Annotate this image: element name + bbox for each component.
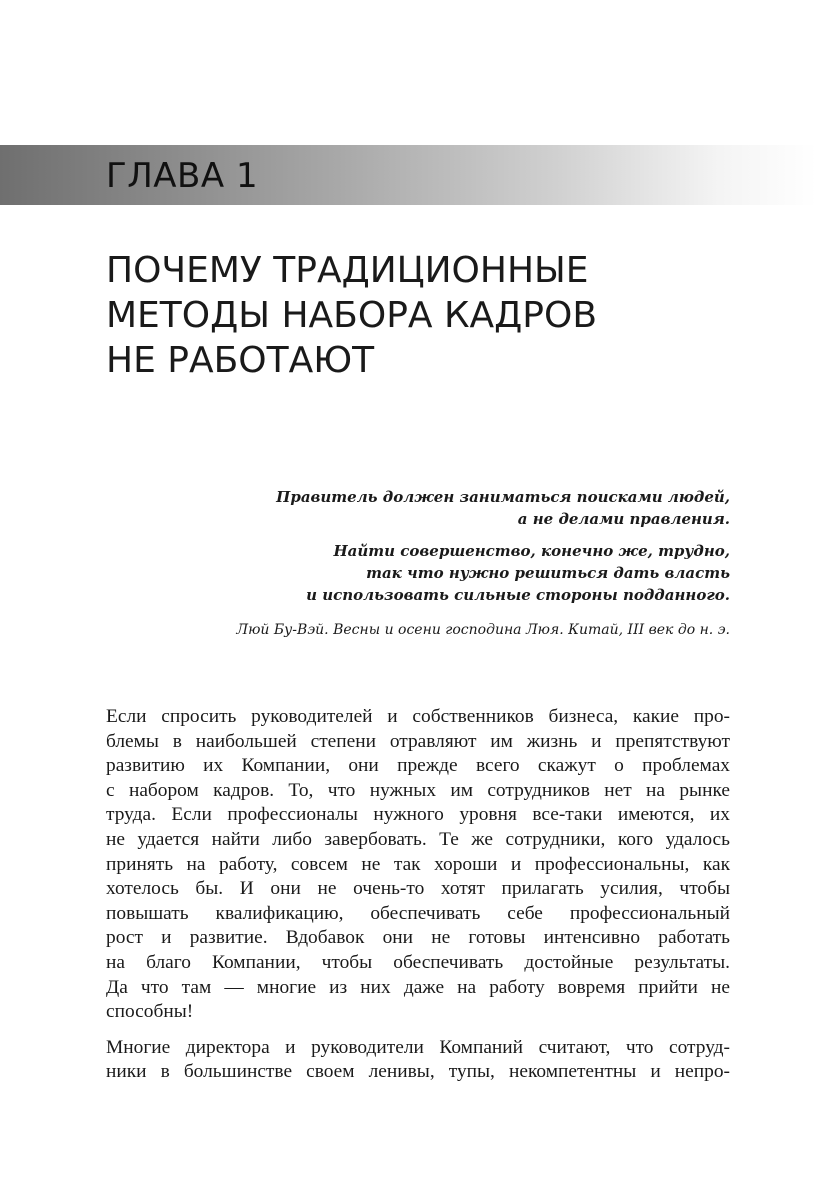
chapter-header-band	[0, 145, 817, 205]
text-line: развитию их Компании, они прежде всего скажут о проблемах	[106, 755, 730, 777]
epigraph-line: а не делами правления.	[517, 510, 730, 528]
epigraph-quote-part-1	[180, 486, 730, 530]
text-line: хотелось бы. И они не очень-то хотят прилагать усилия, чтобы	[106, 878, 730, 900]
text-line: на благо Компании, чтобы обеспечивать достойные результаты.	[106, 951, 730, 973]
epigraph-line: Правитель должен заниматься поисками людей,	[276, 488, 730, 506]
text-line: Если спросить руководителей и собственников бизнеса, какие про-	[106, 706, 730, 727]
text-line: рост и развитие. Вдобавок они не готовы интенсивно работать	[106, 927, 730, 949]
text-line: способны!	[106, 1001, 194, 1023]
epigraph-line: так что нужно решиться дать власть	[366, 564, 730, 582]
chapter-title	[106, 248, 746, 383]
chapter-title-line: ПОЧЕМУ ТРАДИЦИОННЫЕ	[106, 250, 589, 291]
epigraph-line: Найти совершенство, конечно же, трудно,	[333, 542, 730, 560]
epigraph-source: Люй Бу-Вэй. Весны и осени господина Люя. Китай, III век до н. э.	[236, 622, 730, 638]
paragraph	[106, 705, 730, 1025]
epigraph-quote-part-2	[180, 540, 730, 606]
epigraph	[180, 486, 730, 641]
epigraph-line: и использовать сильные стороны подданного.	[306, 586, 730, 604]
text-line: блемы в наибольшей степени отравляют им жизнь и препятствуют	[106, 730, 730, 752]
text-line: ники в большинстве своем ленивы, тупы, некомпетентны и непро-	[106, 1061, 730, 1083]
text-line: Да что там — многие из них даже на работу вовремя прийти не	[106, 976, 730, 998]
chapter-title-line: МЕТОДЫ НАБОРА КАДРОВ	[106, 295, 598, 336]
paragraph	[106, 1036, 730, 1085]
text-line: труда. Если профессионалы нужного уровня все-таки имеются, их	[106, 804, 730, 826]
text-line: не удается найти либо завербовать. Те же сотрудники, кого удалось	[106, 828, 730, 850]
text-line: с набором кадров. То, что нужных им сотрудников нет на рынке	[106, 779, 730, 801]
text-line: Многие директора и руководители Компаний считают, что сотруд-	[106, 1036, 730, 1058]
body-text	[106, 705, 730, 1096]
text-line: повышать квалификацию, обеспечивать себе профессиональный	[106, 902, 730, 924]
chapter-title-line: НЕ РАБОТАЮТ	[106, 340, 375, 381]
chapter-number: ГЛАВА 1	[106, 156, 259, 196]
text-line: принять на работу, совсем не так хороши и профессиональны, как	[106, 853, 730, 875]
